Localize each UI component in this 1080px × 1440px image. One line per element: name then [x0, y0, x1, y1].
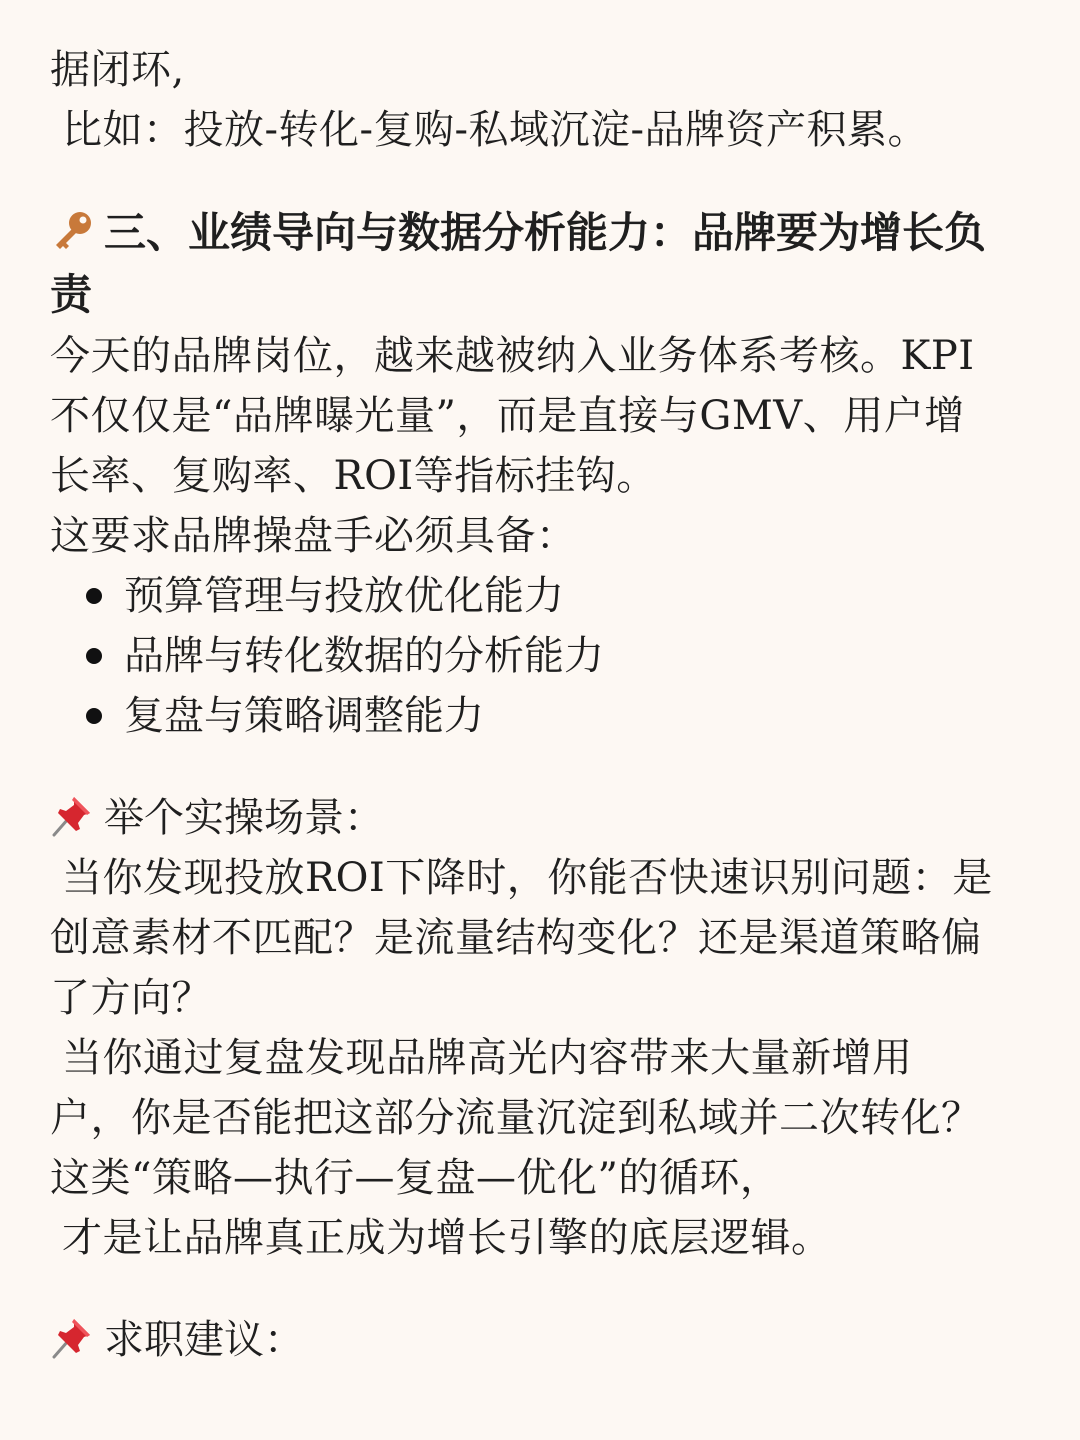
body-line-4: 这要求品牌操盘手必须具备： [50, 513, 577, 559]
scenario-line-4: 当你通过复盘发现品牌高光内容带来大量新增用 [62, 1035, 913, 1081]
advice-heading [50, 1310, 1044, 1370]
spacer [50, 160, 1044, 202]
scenario-line-3: 了方向？ [50, 975, 212, 1021]
list-item [50, 686, 1044, 746]
text-line-closed-loop: 据闭环, [50, 47, 185, 93]
pushpin-icon [50, 793, 94, 837]
bullet-icon [86, 648, 102, 664]
scenario-line-6: 这类“策略—执行—复盘—优化”的循环， [50, 1155, 781, 1201]
section-heading-3-line1: 三、业绩导向与数据分析能力：品牌要为增长负 [104, 208, 987, 257]
body-line-3: 长率、复购率、ROI等指标挂钩。 [50, 453, 657, 499]
scenario-line-5: 户，你是否能把这部分流量沉淀到私域并二次转化？ [50, 1095, 982, 1141]
section-heading-3-line2: 责 [50, 270, 93, 319]
list-item [50, 626, 1044, 686]
bullet-icon [86, 588, 102, 604]
spacer [50, 1268, 1044, 1310]
advice-title: 求职建议： [104, 1317, 304, 1363]
body-line-1: 今天的品牌岗位，越来越被纳入业务体系考核。KPI [50, 333, 975, 379]
scenario-line-7: 才是让品牌真正成为增长引擎的底层逻辑。 [62, 1215, 832, 1261]
scenario-line-1: 当你发现投放ROI下降时，你能否快速识别问题：是 [62, 855, 993, 901]
scenario-title: 举个实操场景： [104, 795, 384, 841]
pushpin-icon [50, 1315, 94, 1359]
section-heading-3 [50, 202, 1044, 264]
bullet-icon [86, 708, 102, 724]
text-line-example: 比如：投放-转化-复购-私域沉淀-品牌资产积累。 [62, 107, 929, 153]
scenario-line-2: 创意素材不匹配？是流量结构变化？还是渠道策略偏 [50, 915, 982, 961]
list-item-text: 预算管理与投放优化能力 [124, 573, 564, 619]
list-item-text: 复盘与策略调整能力 [124, 693, 484, 739]
scenario-heading [50, 788, 1044, 848]
list-item-text: 品牌与转化数据的分析能力 [124, 633, 604, 679]
spacer [50, 746, 1044, 788]
list-item [50, 566, 1044, 626]
body-line-2: 不仅仅是“品牌曝光量”，而是直接与GMV、用户增 [50, 393, 965, 439]
key-icon [50, 208, 94, 252]
